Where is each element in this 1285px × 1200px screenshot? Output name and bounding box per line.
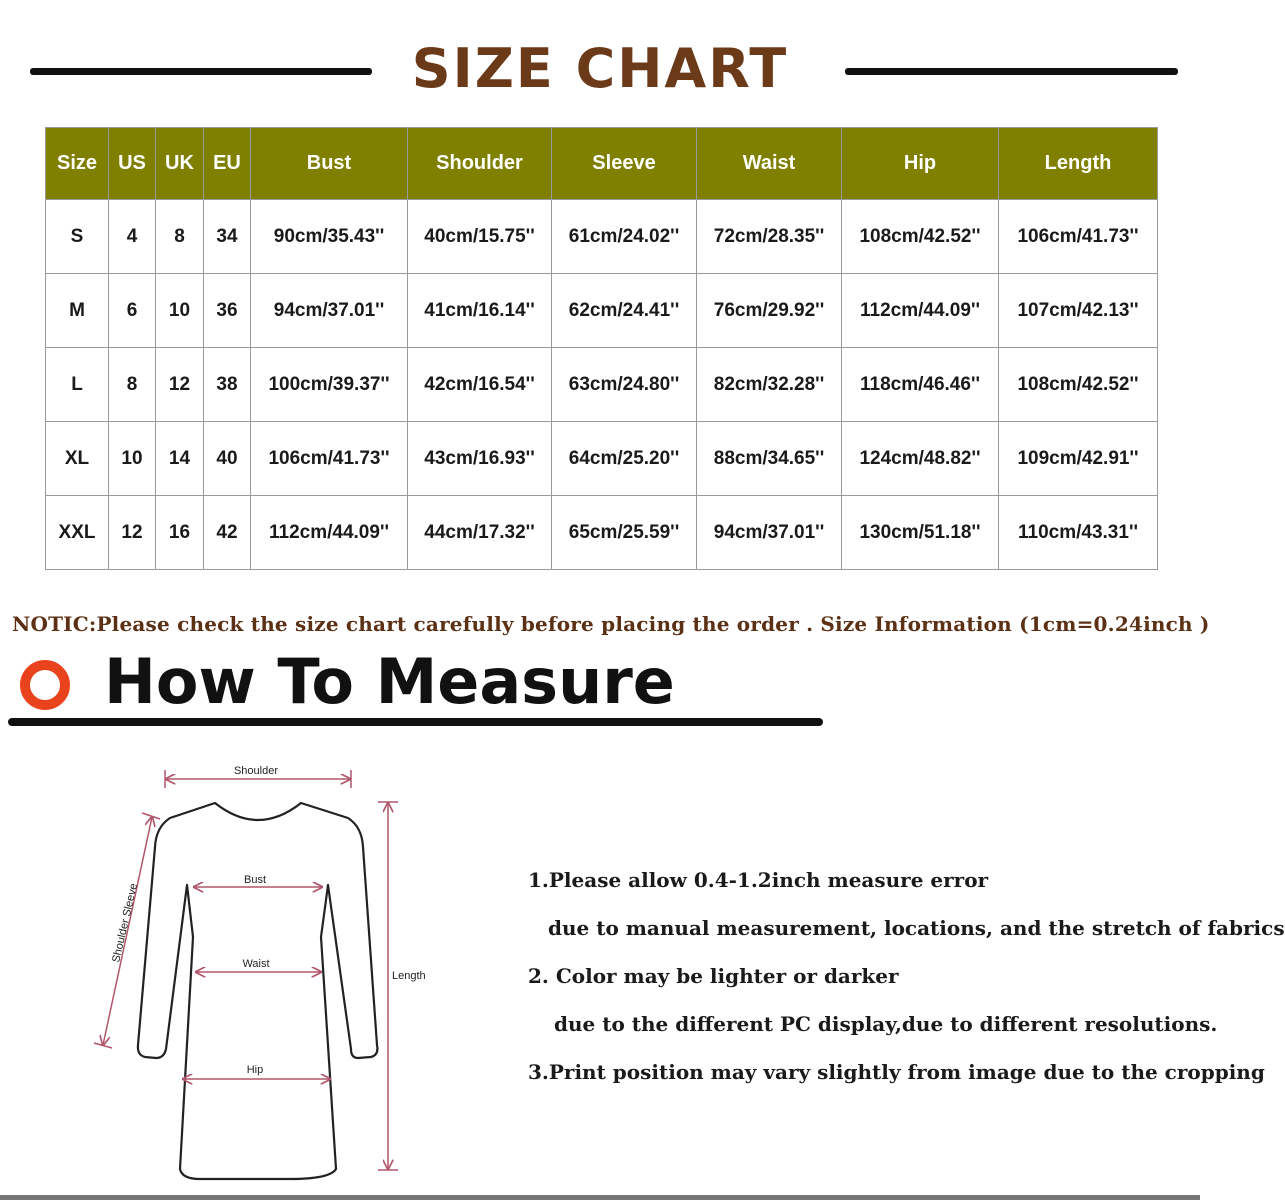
table-cell: 34 — [204, 200, 251, 274]
table-cell: 106cm/41.73'' — [251, 422, 408, 496]
table-cell: XL — [46, 422, 109, 496]
table-cell: 63cm/24.80'' — [552, 348, 697, 422]
measure-tips — [528, 862, 1285, 1102]
tip-line: due to the different PC display,due to different resolutions. — [554, 1012, 1218, 1036]
table-cell: 40 — [204, 422, 251, 496]
header-cell: Sleeve — [552, 128, 697, 200]
table-row — [46, 496, 1158, 570]
dress-outline — [138, 803, 378, 1179]
table-cell: 62cm/24.41'' — [552, 274, 697, 348]
header-cell: Bust — [251, 128, 408, 200]
table-cell: 10 — [109, 422, 156, 496]
table-cell: M — [46, 274, 109, 348]
table-cell: XXL — [46, 496, 109, 570]
table-cell: 109cm/42.91'' — [999, 422, 1158, 496]
table-cell: 100cm/39.37'' — [251, 348, 408, 422]
title-right-rule — [845, 68, 1178, 75]
tip-line: 1.Please allow 0.4-1.2inch measure error — [528, 868, 989, 892]
table-cell: 118cm/46.46'' — [842, 348, 999, 422]
table-cell: 130cm/51.18'' — [842, 496, 999, 570]
shoulder-label: Shoulder — [233, 765, 279, 777]
table-cell: 16 — [156, 496, 204, 570]
table-cell: 36 — [204, 274, 251, 348]
waist-label: Waist — [242, 958, 270, 970]
sleeve-label: Shoulder Sleeve — [110, 882, 141, 964]
table-cell: 12 — [156, 348, 204, 422]
table-cell: 90cm/35.43'' — [251, 200, 408, 274]
table-cell: 42 — [204, 496, 251, 570]
size-chart-table — [45, 127, 1158, 570]
header-cell: UK — [156, 128, 204, 200]
orange-ring-icon — [20, 660, 70, 710]
table-cell: 40cm/15.75'' — [408, 200, 552, 274]
table-cell: 65cm/25.59'' — [552, 496, 697, 570]
table-cell: 61cm/24.02'' — [552, 200, 697, 274]
table-cell: 107cm/42.13'' — [999, 274, 1158, 348]
table-cell: 64cm/25.20'' — [552, 422, 697, 496]
table-cell: 94cm/37.01'' — [697, 496, 842, 570]
table-cell: 44cm/17.32'' — [408, 496, 552, 570]
table-cell: 72cm/28.35'' — [697, 200, 842, 274]
header-cell: Shoulder — [408, 128, 552, 200]
table-cell: 124cm/48.82'' — [842, 422, 999, 496]
size-notice: NOTIC:Please check the size chart carefully before placing the order . Size Information (1cm=0.24inch ) — [12, 612, 1210, 636]
header-cell: Length — [999, 128, 1158, 200]
table-cell: 76cm/29.92'' — [697, 274, 842, 348]
table-cell: 112cm/44.09'' — [251, 496, 408, 570]
table-cell: 42cm/16.54'' — [408, 348, 552, 422]
table-cell: 88cm/34.65'' — [697, 422, 842, 496]
table-cell: 6 — [109, 274, 156, 348]
table-row — [46, 274, 1158, 348]
table-cell: 110cm/43.31'' — [999, 496, 1158, 570]
table-row — [46, 200, 1158, 274]
dress-measure-diagram — [90, 755, 430, 1185]
table-cell: 82cm/32.28'' — [697, 348, 842, 422]
table-cell: 38 — [204, 348, 251, 422]
table-row — [46, 348, 1158, 422]
bust-label: Bust — [243, 874, 267, 886]
table-header-row — [46, 128, 1158, 200]
table-cell: 10 — [156, 274, 204, 348]
table-cell: 8 — [156, 200, 204, 274]
table-cell: S — [46, 200, 109, 274]
length-label: Length — [392, 970, 426, 982]
table-cell: 106cm/41.73'' — [999, 200, 1158, 274]
table-cell: 112cm/44.09'' — [842, 274, 999, 348]
table-cell: 108cm/42.52'' — [999, 348, 1158, 422]
header-cell: Size — [46, 128, 109, 200]
header-cell: Hip — [842, 128, 999, 200]
title-left-rule — [30, 68, 372, 75]
bottom-border — [0, 1195, 1200, 1200]
how-to-measure-title: How To Measure — [104, 645, 675, 718]
table-cell: 41cm/16.14'' — [408, 274, 552, 348]
table-row — [46, 422, 1158, 496]
size-chart-title: SIZE CHART — [411, 37, 789, 100]
table-cell: 14 — [156, 422, 204, 496]
table-cell: L — [46, 348, 109, 422]
table-cell: 8 — [109, 348, 156, 422]
header-cell: US — [109, 128, 156, 200]
tip-line: 2. Color may be lighter or darker — [528, 964, 899, 988]
measure-title-rule — [8, 718, 823, 726]
table-cell: 108cm/42.52'' — [842, 200, 999, 274]
header-cell: EU — [204, 128, 251, 200]
header-cell: Waist — [697, 128, 842, 200]
table-cell: 43cm/16.93'' — [408, 422, 552, 496]
tip-line: 3.Print position may vary slightly from image due to the cropping — [528, 1060, 1265, 1084]
tip-line: due to manual measurement, locations, and the stretch of fabrics — [548, 916, 1285, 940]
table-cell: 94cm/37.01'' — [251, 274, 408, 348]
table-cell: 4 — [109, 200, 156, 274]
hip-label: Hip — [246, 1064, 264, 1076]
table-cell: 12 — [109, 496, 156, 570]
